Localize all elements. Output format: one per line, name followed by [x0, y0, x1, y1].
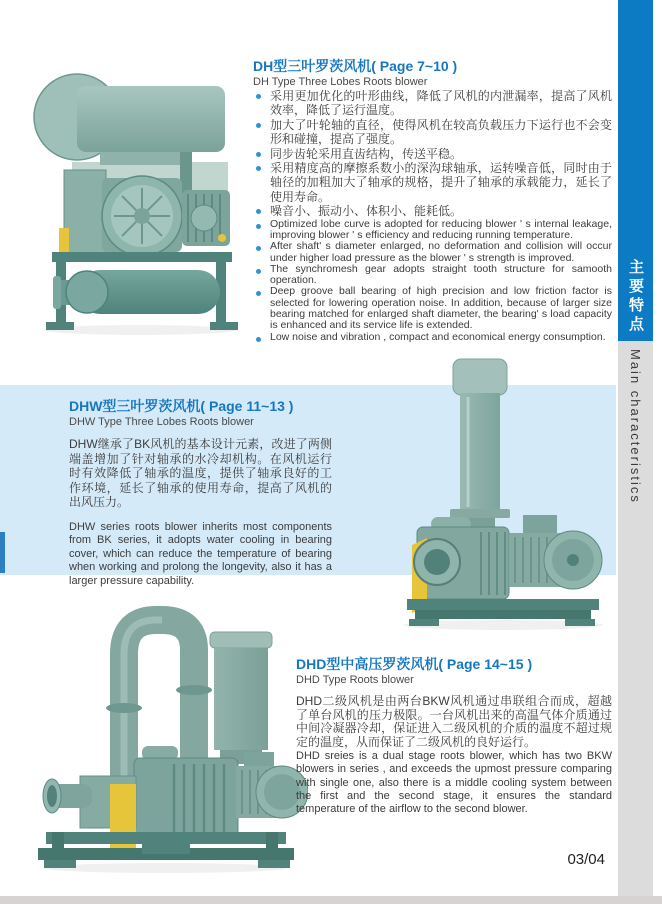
dh-section — [253, 57, 612, 343]
dh-section-subtitle: DH Type Three Lobes Roots blower — [253, 76, 428, 88]
dh-section-title: DH型三叶罗茨风机( Page 7~10 ) — [253, 58, 458, 74]
sidebar-label-english: Main characteristics — [628, 349, 643, 504]
dhd-section-subtitle: DHD Type Roots blower — [296, 674, 414, 686]
bullet-item: 加大了叶轮轴的直径，使得风机在较高负载压力下运行也不会变形和碰撞，提高了强度。 — [253, 118, 612, 147]
dhw-left-accent-bar — [0, 532, 5, 573]
dhw-paragraph-chinese: DHW继承了BK风机的基本设计元素，改进了两侧端盖增加了针对轴承的水冷却机构。在风机运行时有效降低了轴承的温度，提供了轴承良好的工作环境，延长了轴承的使用寿命，提高了风机的出风压力。 — [69, 437, 332, 510]
dhd-paragraph-english: DHD sreies is a dual stage roots blower, which has two BKW blowers in series , and exceeds the upmost pressure comparing with single one, also there is a middle cooling system between the first and the second stage, it ensures the standard temperature of the airflow to the second blower. — [296, 750, 612, 816]
bullet-item: The synchromesh gear adopts straight tooth structure for samooth operation. — [253, 264, 612, 287]
bullet-item: 同步齿轮采用直齿结构，传送平稳。 — [253, 147, 612, 161]
page-bottom-border — [0, 896, 662, 904]
bullet-item: Deep groove ball bearing of high precision and low friction factor is selected for lowering operation noise. In addition, because of larger size bearing matched for enlarged shaft diameter, the bearing' s load capacity is enhanced and its service life is extended. — [253, 286, 612, 331]
dh-bullets-english — [253, 219, 612, 343]
dhd-paragraph-chinese: DHD二级风机是由两台BKW风机通过串联组合而成，超越了单台风机的压力极限。一台风机出来的高温气体介质通过中间冷凝器冷却，保证进入二级风机的介质的温度不超过规定的温度，从而保证了二级风机的良好运行。 — [296, 694, 612, 749]
dhw-paragraph-english: DHW series roots blower inherits most components from BK series, it adopts water cooling in bearing cover, which can reduce the temperature of bearing when working and prolong the longevity, also it has a larger pressure capability. — [69, 520, 332, 587]
sidebar-main-characteristics — [618, 341, 653, 896]
dh-bullets-chinese — [253, 89, 612, 219]
sidebar-label-chinese: 主要特点 — [627, 259, 644, 335]
bullet-item: 噪音小、振动小、体积小、能耗低。 — [253, 204, 612, 218]
dhw-section — [69, 397, 332, 588]
dh-blower-illustration — [30, 70, 240, 337]
dhd-roots-blower-photo — [22, 586, 308, 874]
dhw-roots-blower-photo — [393, 357, 609, 634]
bullet-item: After shaft' s diameter enlarged, no deformation and collision will occur under higher load pressure as the blower ' s strength is improved. — [253, 241, 612, 264]
page-number: 03/04 — [567, 851, 605, 868]
bullet-item: 采用精度高的摩擦系数小的深沟球轴承，运转噪音低，同时由于轴径的加粗加大了轴承的规格，提升了轴承的承载能力，延长了使用寿命。 — [253, 161, 612, 204]
dhw-blower-illustration — [393, 357, 609, 634]
sidebar-main-features — [618, 0, 653, 341]
dhd-section — [296, 655, 612, 816]
dh-roots-blower-photo — [30, 70, 240, 337]
dhd-section-title: DHD型中高压罗茨风机( Page 14~15 ) — [296, 656, 533, 672]
dhw-section-subtitle: DHW Type Three Lobes Roots blower — [69, 416, 254, 428]
dhw-section-title: DHW型三叶罗茨风机( Page 11~13 ) — [69, 398, 294, 414]
bullet-item: 采用更加优化的叶形曲线，降低了风机的内泄漏率，提高了风机效率，降低了运行温度。 — [253, 89, 612, 118]
dhd-blower-illustration — [22, 586, 308, 874]
bullet-item: Optimized lobe curve is adopted for reducing blower ' s internal leakage, improving blower ' s efficiency and reducing running temperature. — [253, 219, 612, 242]
bullet-item: Low noise and vibration , compact and economical energy consumption. — [253, 332, 612, 343]
